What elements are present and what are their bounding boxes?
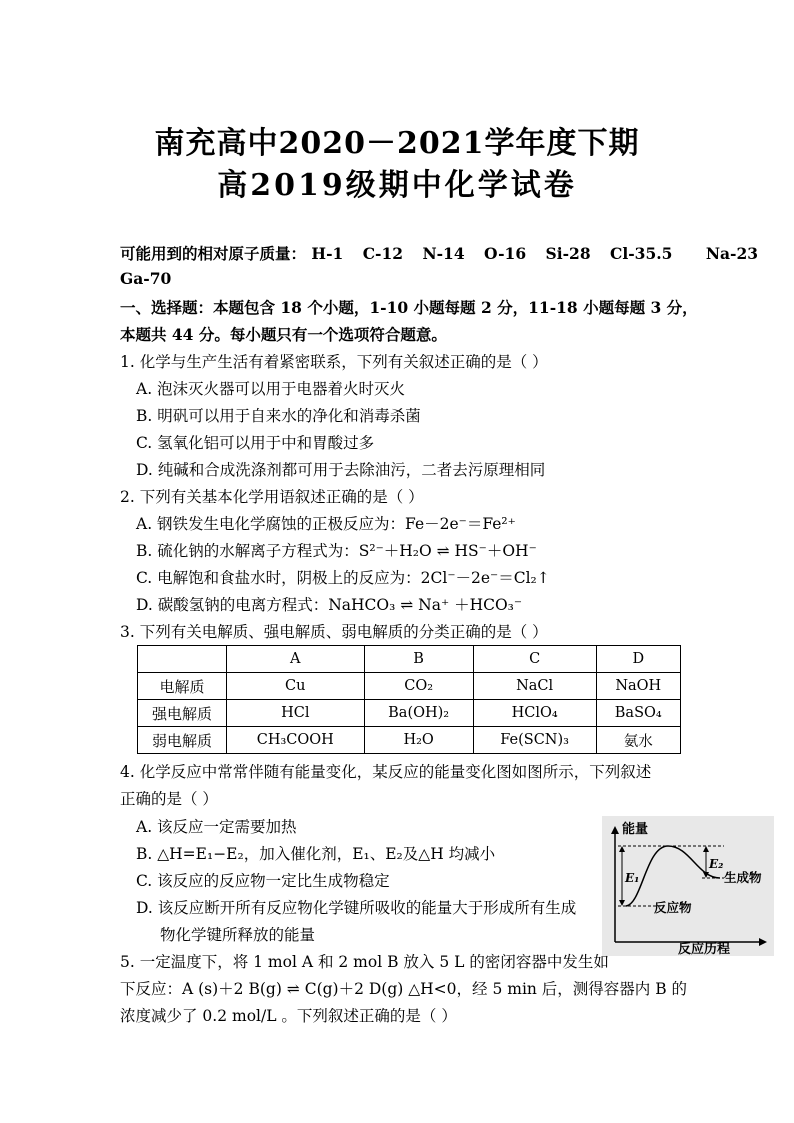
table-row-label: 弱电解质 bbox=[138, 727, 227, 754]
table-cell: CH₃COOH bbox=[227, 727, 365, 754]
q2-stem: 2. 下列有关基本化学用语叙述正确的是（ ） bbox=[120, 488, 424, 506]
mass-h: H-1 bbox=[311, 244, 344, 263]
q4-stem-line2: 正确的是（ ） bbox=[120, 790, 218, 808]
table-header-cell bbox=[138, 646, 227, 673]
table-cell: NaOH bbox=[596, 673, 680, 700]
energy-diagram bbox=[602, 816, 774, 956]
q2-option-a: A. 钢铁发生电化学腐蚀的正极反应为：Fe－2e⁻＝Fe²⁺ bbox=[136, 515, 516, 533]
table-cell: CO₂ bbox=[364, 673, 473, 700]
reactant-label: 反应物 bbox=[654, 900, 692, 915]
q1-option-a: A. 泡沫灭火器可以用于电器着火时灭火 bbox=[136, 380, 406, 398]
table-row bbox=[138, 727, 681, 754]
table-cell: BaSO₄ bbox=[596, 700, 680, 727]
exam-subtitle: 高2019级期中化学试卷 bbox=[217, 168, 577, 203]
table-cell: 氨水 bbox=[596, 727, 680, 754]
table-header-cell: C bbox=[473, 646, 596, 673]
mass-cl: Cl-35.5 bbox=[610, 244, 673, 263]
table-row-label: 电解质 bbox=[138, 673, 227, 700]
table-header-row bbox=[138, 646, 681, 673]
mass-na: Na-23 bbox=[705, 244, 759, 263]
x-axis-label: 反应历程 bbox=[678, 942, 731, 956]
q2-option-b: B. 硫化钠的水解离子方程式为：S²⁻＋H₂O ⇌ HS⁻＋OH⁻ bbox=[136, 542, 537, 560]
q4-option-b: B. △H=E₁−E₂，加入催化剂，E₁、E₂及△H 均减小 bbox=[136, 845, 496, 863]
q4-option-d-line2: 物化学键所释放的能量 bbox=[160, 926, 316, 944]
exam-title: 南充高中2020－2021学年度下期 bbox=[154, 126, 640, 161]
table-cell: Ba(OH)₂ bbox=[364, 700, 473, 727]
product-label: 生成物 bbox=[724, 870, 762, 885]
mass-si: Si-28 bbox=[545, 244, 591, 263]
mass-n: N-14 bbox=[422, 244, 465, 263]
q3-classification-table bbox=[137, 645, 681, 754]
q1-option-b: B. 明矾可以用于自来水的净化和消毒杀菌 bbox=[136, 407, 421, 425]
q2-option-d: D. 碳酸氢钠的电离方程式：NaHCO₃ ⇌ Na⁺ ＋HCO₃⁻ bbox=[136, 596, 523, 614]
q4-option-d-line1: D. 该反应断开所有反应物化学键所吸收的能量大于形成所有生成 bbox=[136, 899, 577, 917]
table-cell: Fe(SCN)₃ bbox=[473, 727, 596, 754]
q3-stem: 3. 下列有关电解质、强电解质、弱电解质的分类正确的是（ ） bbox=[120, 623, 548, 641]
q4-option-a: A. 该反应一定需要加热 bbox=[136, 818, 297, 836]
atomic-masses bbox=[120, 242, 758, 264]
q1-option-d: D. 纯碱和合成洗涤剂都可用于去除油污，二者去污原理相同 bbox=[136, 461, 546, 479]
table-row bbox=[138, 673, 681, 700]
table-header-cell: D bbox=[596, 646, 680, 673]
table-header-cell: A bbox=[227, 646, 365, 673]
diagram-background bbox=[602, 816, 774, 956]
q5-line3: 浓度减少了 0.2 mol/L 。下列叙述正确的是（ ） bbox=[120, 1007, 457, 1025]
mass-c: C-12 bbox=[362, 244, 404, 263]
section1-line2: 本题共 44 分。每小题只有一个选项符合题意。 bbox=[120, 325, 447, 344]
q2-option-c: C. 电解饱和食盐水时，阴极上的反应为：2Cl⁻－2e⁻＝Cl₂↑ bbox=[136, 569, 550, 587]
section1-line1: 一、选择题：本题包含 18 个小题，1-10 小题每题 2 分，11-18 小题每题 3 分， bbox=[120, 298, 698, 317]
table-cell: Cu bbox=[227, 673, 365, 700]
atomic-masses-label: 可能用到的相对原子质量： bbox=[120, 244, 307, 263]
e1-label: E₁ bbox=[625, 871, 640, 885]
q1-option-c: C. 氢氧化铝可以用于中和胃酸过多 bbox=[136, 434, 375, 452]
table-cell: NaCl bbox=[473, 673, 596, 700]
table-header-cell: B bbox=[364, 646, 473, 673]
e2-label: E₂ bbox=[709, 857, 724, 871]
table-cell: HClO₄ bbox=[473, 700, 596, 727]
q4-option-c: C. 该反应的反应物一定比生成物稳定 bbox=[136, 872, 390, 890]
table-cell: HCl bbox=[227, 700, 365, 727]
q5-line1: 5. 一定温度下，将 1 mol A 和 2 mol B 放入 5 L 的密闭容器中发生如 bbox=[120, 953, 609, 971]
q5-line2: 下反应：A (s)＋2 B(g) ⇌ C(g)＋2 D(g) △H<0，经 5 min 后，测得容器内 B 的 bbox=[120, 980, 688, 998]
mass-o: O-16 bbox=[484, 244, 527, 263]
q1-stem: 1. 化学与生产生活有着紧密联系，下列有关叙述正确的是（ ） bbox=[120, 353, 548, 371]
mass-ga: Ga-70 bbox=[120, 269, 172, 288]
y-axis-label: 能量 bbox=[622, 822, 649, 837]
table-cell: H₂O bbox=[364, 727, 473, 754]
table-row bbox=[138, 700, 681, 727]
q4-stem-line1: 4. 化学反应中常常伴随有能量变化，某反应的能量变化图如图所示，下列叙述 bbox=[120, 763, 652, 781]
table-row-label: 强电解质 bbox=[138, 700, 227, 727]
